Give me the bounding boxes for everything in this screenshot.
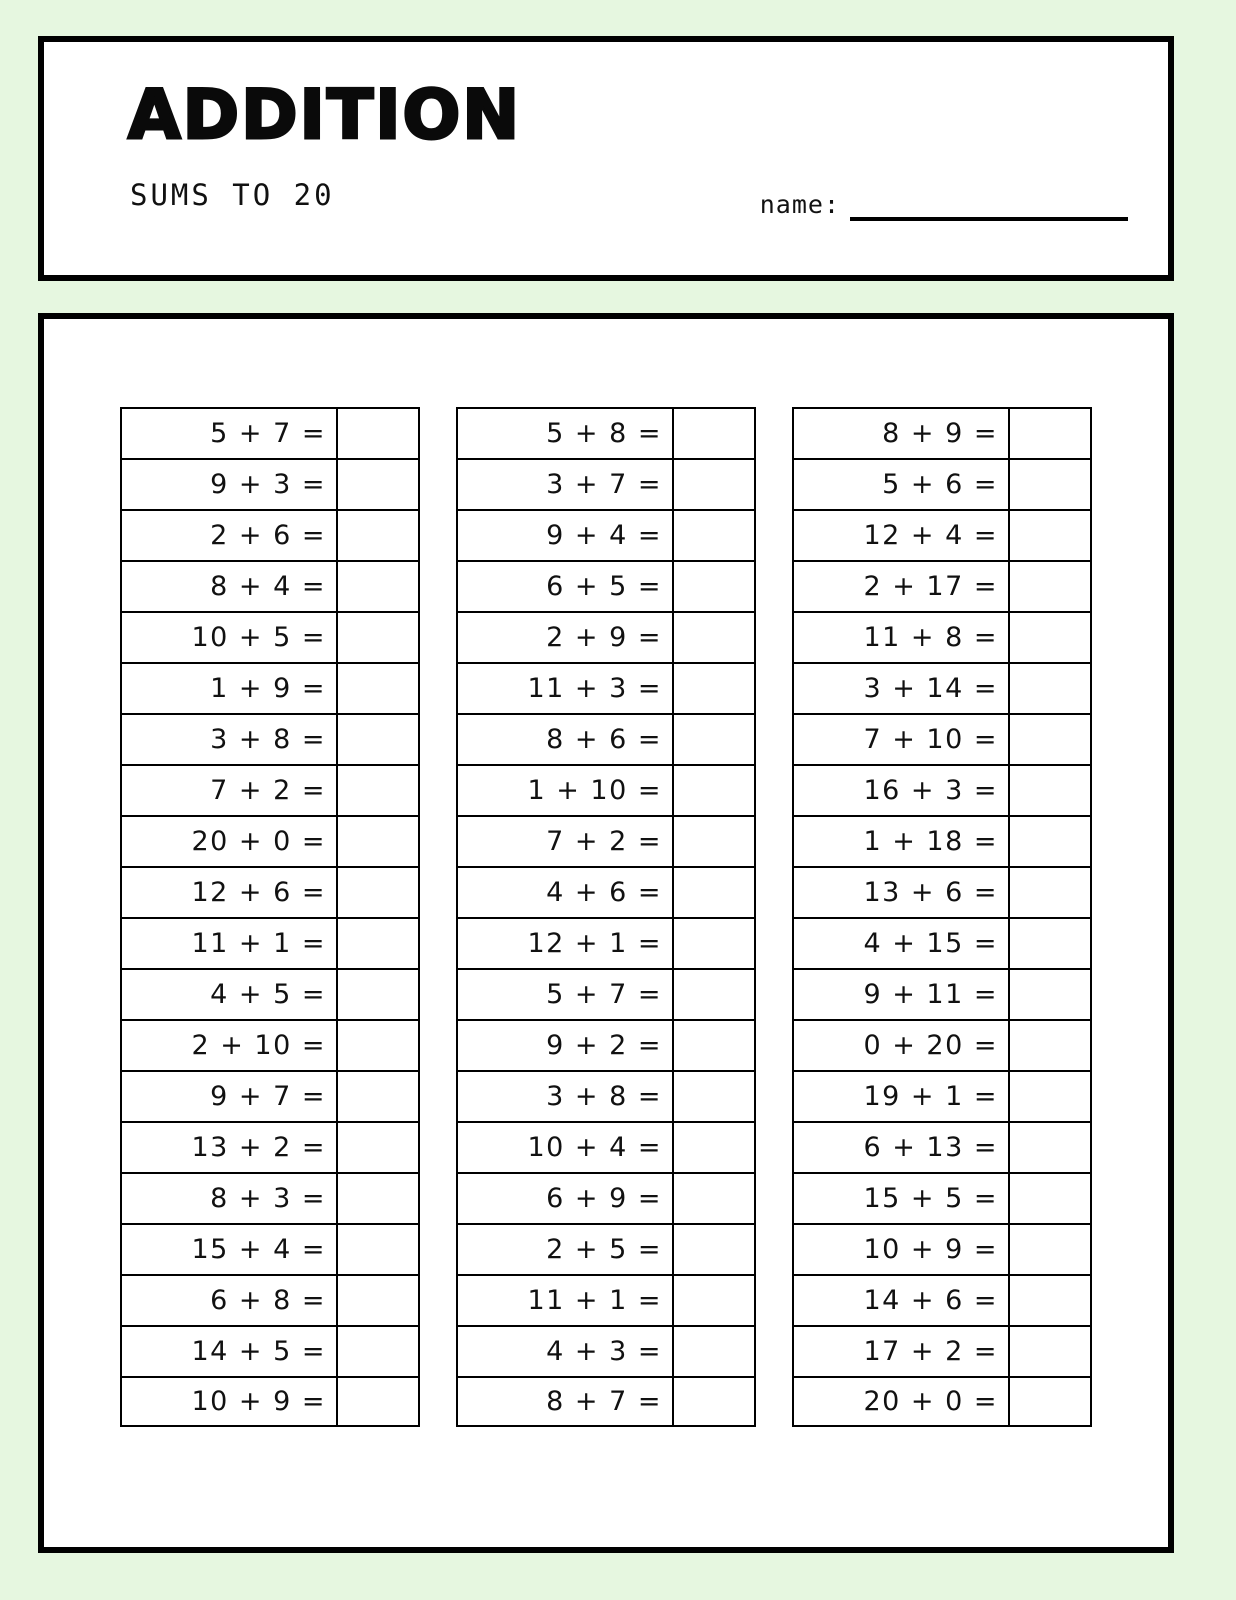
problem-row <box>120 1325 420 1376</box>
answer-box[interactable] <box>672 1123 754 1172</box>
problem-expression: 14 + 5 = <box>191 1336 326 1367</box>
answer-box[interactable] <box>336 1327 418 1376</box>
problem-expression: 8 + 3 = <box>210 1183 326 1214</box>
problem-expression: 12 + 1 = <box>527 928 662 959</box>
answer-box[interactable] <box>672 1276 754 1325</box>
problem-expression: 6 + 5 = <box>546 571 662 602</box>
answer-box[interactable] <box>336 409 418 458</box>
answer-box[interactable] <box>336 562 418 611</box>
answer-box[interactable] <box>1008 511 1090 560</box>
answer-box[interactable] <box>336 511 418 560</box>
problem-row <box>792 458 1092 509</box>
problem-row <box>456 815 756 866</box>
problem-expression: 12 + 4 = <box>863 520 998 551</box>
answer-box[interactable] <box>1008 460 1090 509</box>
answer-box[interactable] <box>1008 613 1090 662</box>
answer-box[interactable] <box>336 715 418 764</box>
problem-row <box>120 1070 420 1121</box>
problem-column-2 <box>456 407 756 1427</box>
answer-box[interactable] <box>1008 1378 1090 1425</box>
answer-box[interactable] <box>672 1225 754 1274</box>
problem-column-3 <box>792 407 1092 1427</box>
problem-row <box>456 713 756 764</box>
answer-box[interactable] <box>672 715 754 764</box>
problem-expression: 2 + 10 = <box>191 1030 326 1061</box>
answer-box[interactable] <box>336 868 418 917</box>
answer-box[interactable] <box>1008 1327 1090 1376</box>
answer-box[interactable] <box>1008 970 1090 1019</box>
problem-expression: 2 + 5 = <box>546 1234 662 1265</box>
problem-expression: 1 + 9 = <box>210 673 326 704</box>
answer-box[interactable] <box>672 766 754 815</box>
problem-expression: 19 + 1 = <box>863 1081 998 1112</box>
problem-row <box>456 662 756 713</box>
answer-box[interactable] <box>336 1123 418 1172</box>
answer-box[interactable] <box>1008 1225 1090 1274</box>
problem-expression: 4 + 5 = <box>210 979 326 1010</box>
problem-expression: 7 + 2 = <box>546 826 662 857</box>
problem-expression: 10 + 9 = <box>863 1234 998 1265</box>
problem-row <box>456 1223 756 1274</box>
answer-box[interactable] <box>1008 1072 1090 1121</box>
problem-row <box>120 1274 420 1325</box>
answer-box[interactable] <box>336 817 418 866</box>
problem-row <box>120 1376 420 1427</box>
problem-expression: 11 + 1 = <box>191 928 326 959</box>
problem-row <box>120 560 420 611</box>
answer-box[interactable] <box>672 919 754 968</box>
answer-box[interactable] <box>336 1225 418 1274</box>
problem-expression: 0 + 20 = <box>863 1030 998 1061</box>
problem-row <box>120 611 420 662</box>
problem-row <box>456 917 756 968</box>
problem-expression: 6 + 8 = <box>210 1285 326 1316</box>
problem-expression: 2 + 6 = <box>210 520 326 551</box>
problem-row <box>456 764 756 815</box>
answer-box[interactable] <box>672 970 754 1019</box>
answer-box[interactable] <box>1008 409 1090 458</box>
problem-expression: 1 + 18 = <box>863 826 998 857</box>
problem-row <box>456 866 756 917</box>
problem-row <box>792 1223 1092 1274</box>
problem-row <box>120 407 420 458</box>
problem-expression: 8 + 7 = <box>546 1386 662 1417</box>
problem-column-1 <box>120 407 420 1427</box>
problem-row <box>456 1274 756 1325</box>
problem-columns <box>120 407 1092 1427</box>
answer-box[interactable] <box>1008 1174 1090 1223</box>
problem-row <box>792 1274 1092 1325</box>
problem-expression: 12 + 6 = <box>191 877 326 908</box>
answer-box[interactable] <box>336 1276 418 1325</box>
answer-box[interactable] <box>672 1378 754 1425</box>
answer-box[interactable] <box>1008 766 1090 815</box>
problem-expression: 17 + 2 = <box>863 1336 998 1367</box>
name-field-group <box>760 190 1128 221</box>
problem-expression: 5 + 7 = <box>546 979 662 1010</box>
answer-box[interactable] <box>336 664 418 713</box>
problem-expression: 11 + 8 = <box>863 622 998 653</box>
problem-row <box>792 1325 1092 1376</box>
problem-expression: 6 + 13 = <box>863 1132 998 1163</box>
answer-box[interactable] <box>1008 817 1090 866</box>
problem-expression: 2 + 17 = <box>863 571 998 602</box>
answer-box[interactable] <box>672 664 754 713</box>
problem-expression: 4 + 3 = <box>546 1336 662 1367</box>
problem-row <box>120 1121 420 1172</box>
problem-row <box>456 407 756 458</box>
answer-box[interactable] <box>1008 1276 1090 1325</box>
problem-expression: 5 + 6 = <box>882 469 998 500</box>
problem-row <box>120 866 420 917</box>
problem-row <box>456 1376 756 1427</box>
problem-expression: 3 + 8 = <box>210 724 326 755</box>
problem-expression: 16 + 3 = <box>863 775 998 806</box>
problem-row <box>792 713 1092 764</box>
problem-row <box>120 662 420 713</box>
problem-row <box>120 815 420 866</box>
problem-expression: 20 + 0 = <box>191 826 326 857</box>
problem-expression: 20 + 0 = <box>863 1386 998 1417</box>
answer-box[interactable] <box>1008 868 1090 917</box>
answer-box[interactable] <box>672 409 754 458</box>
problem-expression: 11 + 3 = <box>527 673 662 704</box>
problem-row <box>120 1223 420 1274</box>
answer-box[interactable] <box>672 1021 754 1070</box>
answer-box[interactable] <box>336 970 418 1019</box>
worksheet-header <box>38 36 1174 281</box>
answer-box[interactable] <box>1008 1021 1090 1070</box>
problem-row <box>456 458 756 509</box>
answer-box[interactable] <box>672 460 754 509</box>
problem-row <box>456 968 756 1019</box>
problem-row <box>120 458 420 509</box>
problem-row <box>120 968 420 1019</box>
problem-row <box>792 662 1092 713</box>
answer-box[interactable] <box>336 766 418 815</box>
problem-row <box>792 764 1092 815</box>
worksheet-body <box>38 313 1174 1553</box>
answer-box[interactable] <box>672 1174 754 1223</box>
problem-expression: 8 + 6 = <box>546 724 662 755</box>
problem-expression: 3 + 7 = <box>546 469 662 500</box>
problem-expression: 9 + 2 = <box>546 1030 662 1061</box>
answer-box[interactable] <box>672 817 754 866</box>
answer-box[interactable] <box>336 1072 418 1121</box>
page-title: ADDITION <box>128 76 522 155</box>
problem-expression: 4 + 6 = <box>546 877 662 908</box>
problem-row <box>120 1172 420 1223</box>
problem-expression: 14 + 6 = <box>863 1285 998 1316</box>
problem-expression: 10 + 9 = <box>191 1386 326 1417</box>
problem-row <box>792 1376 1092 1427</box>
problem-row <box>792 1019 1092 1070</box>
problem-row <box>456 1121 756 1172</box>
problem-expression: 5 + 7 = <box>210 418 326 449</box>
answer-box[interactable] <box>672 511 754 560</box>
answer-box[interactable] <box>1008 562 1090 611</box>
answer-box[interactable] <box>672 613 754 662</box>
problem-row <box>120 917 420 968</box>
answer-box[interactable] <box>336 1174 418 1223</box>
problem-expression: 8 + 9 = <box>882 418 998 449</box>
answer-box[interactable] <box>672 868 754 917</box>
name-input-line[interactable] <box>850 217 1128 221</box>
problem-row <box>792 917 1092 968</box>
problem-expression: 15 + 4 = <box>191 1234 326 1265</box>
problem-row <box>120 713 420 764</box>
page-subtitle: SUMS TO 20 <box>130 178 335 212</box>
problem-row <box>456 1070 756 1121</box>
problem-row <box>792 509 1092 560</box>
answer-box[interactable] <box>1008 664 1090 713</box>
problem-expression: 9 + 3 = <box>210 469 326 500</box>
problem-expression: 10 + 5 = <box>191 622 326 653</box>
answer-box[interactable] <box>1008 715 1090 764</box>
problem-row <box>792 611 1092 662</box>
problem-row <box>120 1019 420 1070</box>
problem-expression: 3 + 8 = <box>546 1081 662 1112</box>
problem-row <box>456 1019 756 1070</box>
answer-box[interactable] <box>336 1378 418 1425</box>
problem-expression: 2 + 9 = <box>546 622 662 653</box>
problem-expression: 11 + 1 = <box>527 1285 662 1316</box>
problem-row <box>792 968 1092 1019</box>
problem-row <box>792 866 1092 917</box>
answer-box[interactable] <box>672 562 754 611</box>
name-label: name: <box>759 190 840 219</box>
problem-expression: 6 + 9 = <box>546 1183 662 1214</box>
problem-expression: 9 + 4 = <box>546 520 662 551</box>
problem-expression: 7 + 2 = <box>210 775 326 806</box>
answer-box[interactable] <box>336 460 418 509</box>
problem-row <box>792 1070 1092 1121</box>
answer-box[interactable] <box>1008 1123 1090 1172</box>
problem-expression: 15 + 5 = <box>863 1183 998 1214</box>
problem-expression: 13 + 6 = <box>863 877 998 908</box>
answer-box[interactable] <box>672 1072 754 1121</box>
problem-row <box>792 407 1092 458</box>
problem-expression: 9 + 11 = <box>863 979 998 1010</box>
problem-expression: 3 + 14 = <box>863 673 998 704</box>
answer-box[interactable] <box>336 613 418 662</box>
problem-expression: 7 + 10 = <box>863 724 998 755</box>
problem-row <box>456 1172 756 1223</box>
problem-row <box>120 764 420 815</box>
answer-box[interactable] <box>336 1021 418 1070</box>
problem-expression: 1 + 10 = <box>527 775 662 806</box>
problem-row <box>792 1172 1092 1223</box>
problem-row <box>456 1325 756 1376</box>
problem-row <box>792 1121 1092 1172</box>
problem-expression: 4 + 15 = <box>863 928 998 959</box>
problem-expression: 5 + 8 = <box>546 418 662 449</box>
problem-row <box>120 509 420 560</box>
problem-row <box>792 560 1092 611</box>
problem-row <box>456 611 756 662</box>
problem-expression: 9 + 7 = <box>210 1081 326 1112</box>
answer-box[interactable] <box>336 919 418 968</box>
problem-expression: 8 + 4 = <box>210 571 326 602</box>
problem-row <box>456 509 756 560</box>
problem-row <box>456 560 756 611</box>
answer-box[interactable] <box>672 1327 754 1376</box>
answer-box[interactable] <box>1008 919 1090 968</box>
problem-expression: 13 + 2 = <box>191 1132 326 1163</box>
problem-expression: 10 + 4 = <box>527 1132 662 1163</box>
problem-row <box>792 815 1092 866</box>
